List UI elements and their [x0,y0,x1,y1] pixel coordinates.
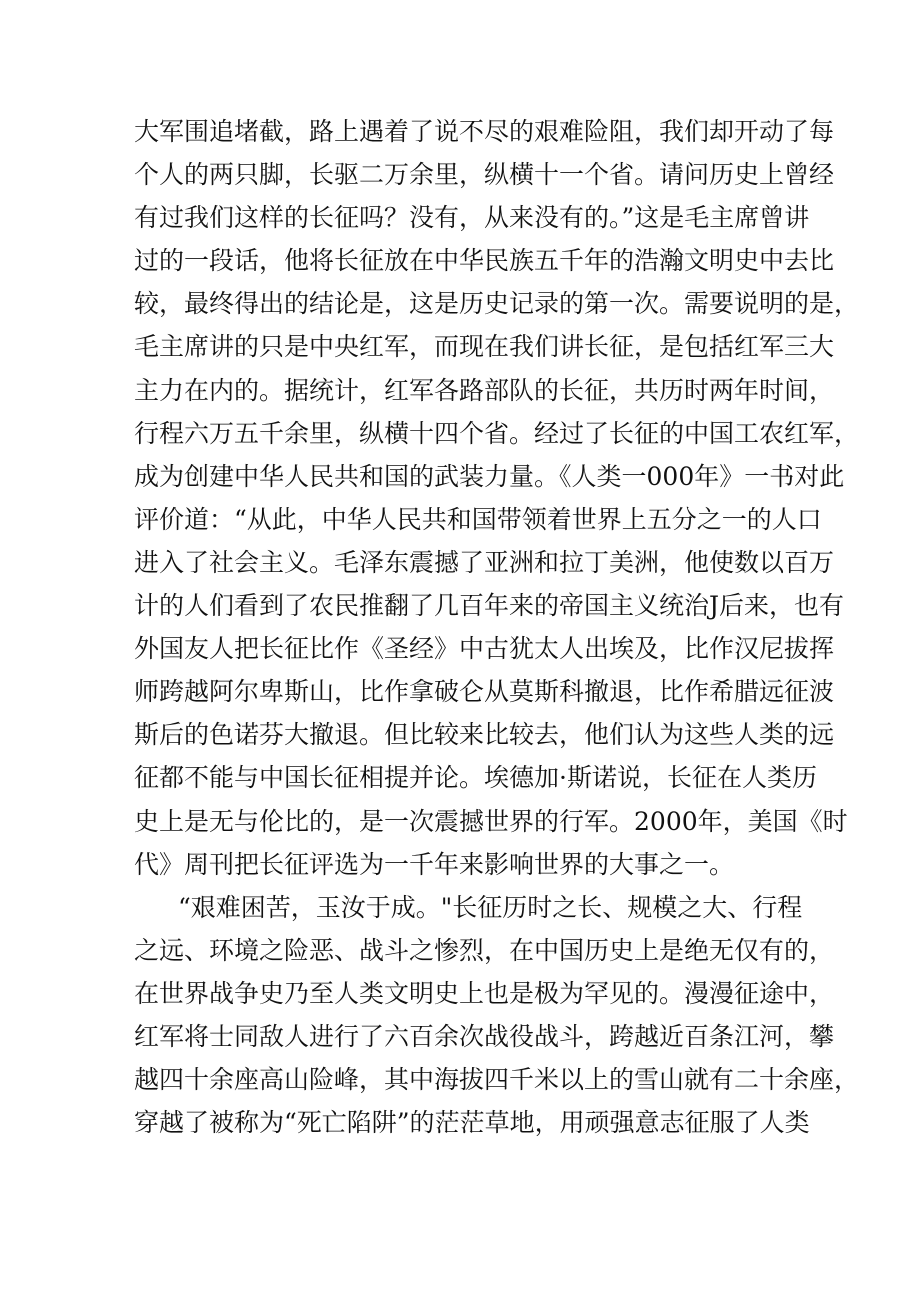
text-line: 进入了社会主义。毛泽东震撼了亚洲和拉丁美洲，他使数以百万 [134,547,835,577]
text-line: 计的人们看到了农民推翻了几百年来的帝国主义统治J后来，也有 [134,591,845,621]
text-line: 红军将士同敌人进行了六百余次战役战斗，跨越近百条江河，攀 [134,1021,835,1051]
text-line: 个人的两只脚，长驱二万余里，纵横十一个省。请问历史上曾经 [134,160,835,190]
text-line: 主力在内的。据统计，红军各路部队的长征，共历时两年时间， [134,375,835,405]
text-line: 之远、环境之险恶、战斗之惨烈，在中国历史上是绝无仅有的， [134,935,835,965]
paragraph [134,886,860,1145]
text-line: 过的一段话，他将长征放在中华民族五千年的浩瀚文明史中去比 [134,246,835,276]
text-line: 越四十余座高山险峰，其中海拔四千米以上的雪山就有二十余座， [134,1065,860,1095]
text-line: 成为创建中华人民共和国的武装力量。《人类一000年》一书对此 [134,461,845,491]
text-line: 史上是无与伦比的，是一次震撼世界的行军。2000年，美国《时 [134,806,848,836]
text-line: 有过我们这样的长征吗？没有，从来没有的。”这是毛主席曾讲 [134,203,810,233]
text-line: 师跨越阿尔卑斯山，比作拿破仑从莫斯科撤退，比作希腊远征波 [134,677,835,707]
text-line: 较，最终得出的结论是，这是历史记录的第一次。需要说明的是， [134,289,860,319]
text-line: 斯后的色诺芬大撤退。但比较来比较去，他们认为这些人类的远 [134,720,835,750]
text-line: 大军围追堵截，路上遇着了说不尽的艰难险阻，我们却开动了每 [134,117,835,146]
text-line: 毛主席讲的只是中央红军，而现在我们讲长征，是包括红军三大 [134,332,835,362]
paragraph [134,110,860,886]
text-line: 在世界战争史乃至人类文明史上也是极为罕见的。漫漫征途中， [134,978,835,1008]
text-line: 代》周刊把长征评选为一千年来影响世界的大事之一。 [134,849,735,879]
text-line: 行程六万五千余里，纵横十四个省。经过了长征的中国工农红军， [134,418,860,448]
text-line: 评价道：“从此，中华人民共和国带领着世界上五分之一的人口 [134,504,822,534]
body-text [134,110,860,1144]
text-line: 外国友人把长征比作《圣经》中古犹太人出埃及，比作汉尼拔挥 [134,634,835,664]
text-line: 征都不能与中国长征相提并论。埃德加·斯诺说，长征在人类历 [134,763,817,793]
text-line: “艰难困苦，玉汝于成。"长征历时之长、规模之大、行程 [178,892,803,922]
text-line: 穿越了被称为“死亡陷阱”的茫茫草地，用顽强意志征服了人类 [134,1108,810,1138]
